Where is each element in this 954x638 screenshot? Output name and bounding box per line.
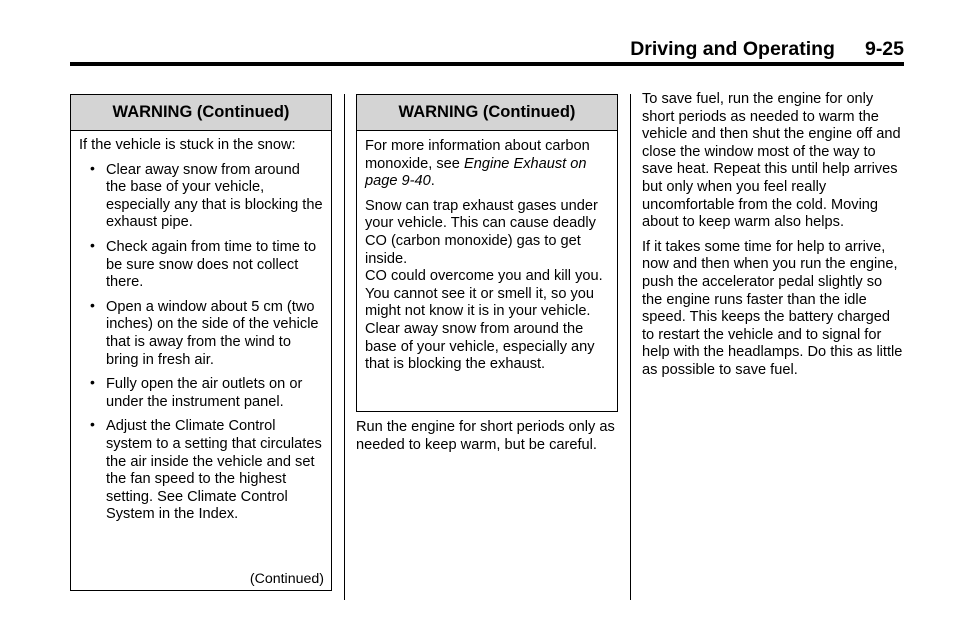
body-paragraph: If it takes some time for help to arrive, now and then when you run the engine, push the accelerator pedal slightly so the engine runs faster than the idle speed. This keeps the battery charged to restart the vehicle and to signal for help with the headlamps. Do this as little as possible to save fuel.: [642, 238, 903, 378]
warning-title: WARNING (Continued): [357, 95, 617, 131]
warning-paragraph: CO could overcome you and kill you. You cannot see it or smell it, so you might not know it is in your vehicle. Clear away snow from around the base of your vehicle, especially any that is blocking the exhaust.: [365, 268, 603, 373]
warning-title: WARNING (Continued): [71, 95, 331, 131]
warning-paragraph: Snow can trap exhaust gases under your vehicle. This can cause deadly CO (carbon monoxide) gas to get inside.: [365, 197, 598, 267]
page-header: [630, 38, 904, 61]
section-title: Driving and Operating: [630, 38, 835, 60]
warning-body: [357, 131, 617, 374]
bullet-item: • Fully open the air outlets on or under the instrument panel.: [106, 376, 323, 411]
warning-body: [71, 131, 331, 524]
header-rule: [70, 62, 904, 66]
bullet-item: • Adjust the Climate Control system to a setting that circulates the air inside the vehicle and set the fan speed to the highest setting. See Climate Control System in the Index.: [106, 418, 323, 524]
bullet-item: • Check again from time to time to be sure snow does not collect there.: [106, 239, 323, 292]
bullet-list: [79, 162, 323, 524]
warning-intro: If the vehicle is stuck in the snow:: [79, 137, 296, 153]
paragraph-end: .: [430, 173, 435, 190]
body-paragraph: To save fuel, run the engine for only short periods as needed to warm the vehicle and then shut the engine off and close the window most of the way to save heat. Repeat this until help arrives but only when you feel really uncomfortable from the cold. Moving about to keep warm also helps.: [642, 91, 901, 231]
paragraph-text: For more information about carbon monoxide, see: [365, 138, 590, 172]
warning-box-middle: [356, 94, 618, 412]
right-column: [642, 91, 904, 380]
bullet-item: • Clear away snow from around the base of your vehicle, especially any that is blocking the exhaust pipe.: [106, 162, 323, 232]
body-paragraph: Run the engine for short periods only as needed to keep warm, but be careful.: [356, 419, 615, 453]
column-divider-1: [344, 94, 345, 600]
column-divider-2: [630, 94, 631, 600]
warning-box-left: [70, 94, 332, 591]
continued-label: (Continued): [249, 571, 324, 587]
page-number: 9-25: [864, 38, 904, 60]
warning-paragraph: [365, 138, 609, 191]
bullet-item: • Open a window about 5 cm (two inches) on the side of the vehicle that is away from the wind to bring in fresh air.: [106, 299, 323, 369]
cross-reference-link[interactable]: Engine Exhaust on page 9-40: [365, 155, 587, 190]
